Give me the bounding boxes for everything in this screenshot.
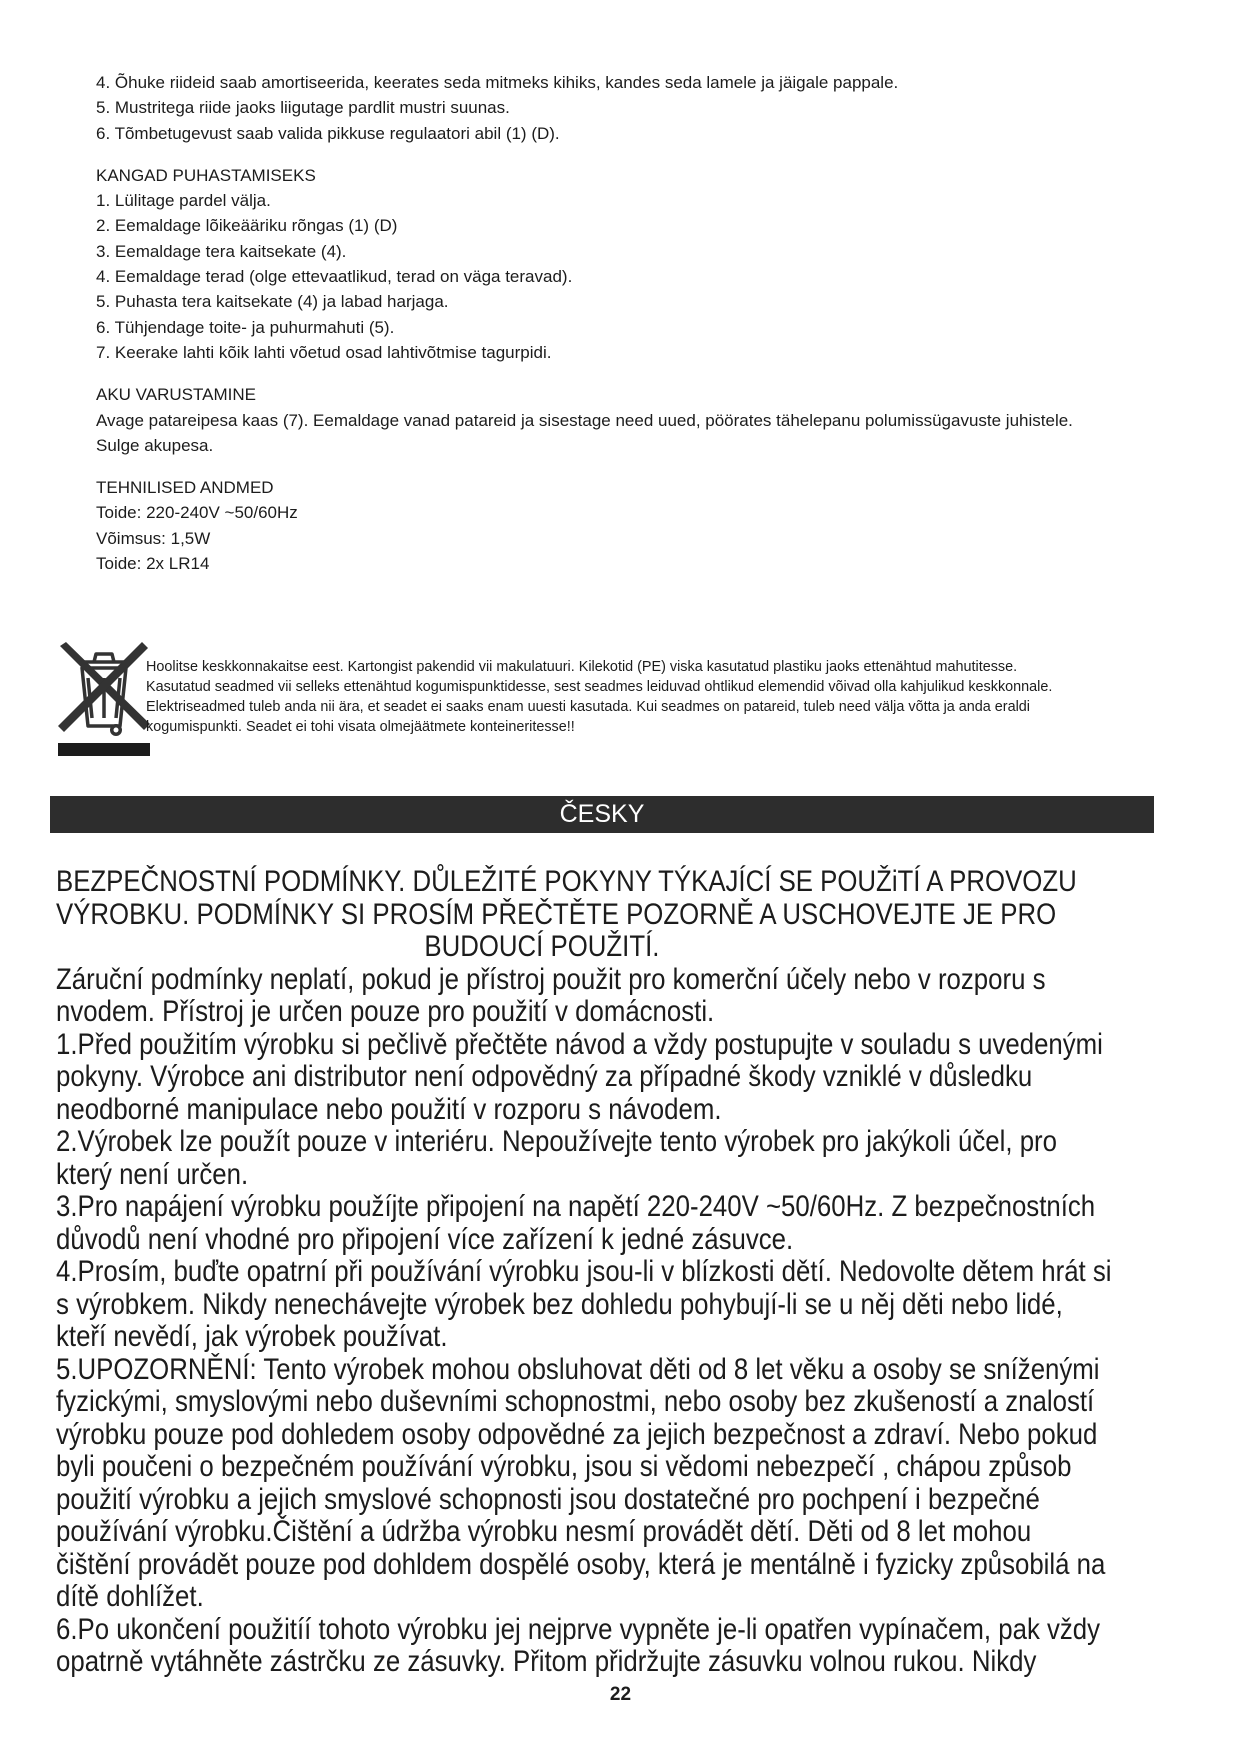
disposal-line: Elektriseadmed tuleb anda nii ära, et seadet ei saaks enam uuesti kasutada. Kui seadmes on patareid, tuleb need välja võtta ja anda eraldi bbox=[146, 699, 1030, 715]
text-line: fyzickými, smyslovými nebo duševními schopnostmi, nebo osoby bez zkušeností a znalostí bbox=[56, 1385, 1095, 1418]
page-number: 22 bbox=[609, 1684, 632, 1705]
heading-line: BUDOUCÍ POUŽITÍ. bbox=[424, 930, 660, 963]
instruction-line: 4. Õhuke riideid saab amortiseerida, keerates seda mitmeks kihiks, kandes seda lamele ja jäigale pappale. bbox=[96, 73, 899, 92]
cleaning-step: 1. Lülitage pardel välja. bbox=[96, 191, 271, 211]
spec-line: Toide: 2x LR14 bbox=[96, 554, 210, 574]
text-line: čištění provádět pouze pod dohldem dospělé osoby, která je mentálně i fyzicky způsobilá na bbox=[56, 1547, 1106, 1581]
text-line: 3.Pro napájení výrobku použíjte připojení na napětí 220-240V ~50/60Hz. Z bezpečnostních bbox=[56, 1190, 1096, 1223]
estonian-section bbox=[96, 70, 1176, 576]
battery-text: Sulge akupesa. bbox=[96, 435, 214, 455]
disposal-line: kogumispunkti. Seadet ei tohi visata olmejäätmete konteineritesse!! bbox=[146, 719, 575, 735]
text-line: dítě dohlížet. bbox=[56, 1580, 204, 1613]
text-line: použití výrobku a jejich smyslové schopnosti jsou dostatečné pro pochpení i bezpečné bbox=[56, 1482, 1040, 1516]
text-line: neodborné manipulace nebo použití v rozporu s návodem. bbox=[56, 1092, 722, 1126]
text-line: 5.UPOZORNĚNÍ: Tento výrobek mohou obsluhovat děti od 8 let věku a osoby se sníženými bbox=[56, 1352, 1100, 1386]
text-line: 1.Před použitím výrobku si pečlivě přečtěte návod a vždy postupujte v souladu s uvedenými bbox=[56, 1027, 1103, 1061]
disposal-line: Kasutatud seadmed vii selleks ettenähtud kogumispunktidesse, sest seadmes leiduvad ohtlikud elemendid võivad olla kahjulikud keskkonnale. bbox=[146, 679, 1053, 695]
weee-crossed-bin-icon bbox=[54, 640, 154, 758]
text-line: používání výrobku.Čištění a údržba výrobku nesmí provádět dětí. Děti od 8 let mohou bbox=[56, 1515, 1032, 1548]
czech-section bbox=[56, 865, 1112, 1679]
text-line: důvodů není vhodné pro připojení více zařízení k jedné zásuvce. bbox=[56, 1222, 794, 1256]
cleaning-step: 7. Keerake lahti kõik lahti võetud osad lahtivõtmise tagurpidi. bbox=[96, 342, 552, 362]
cleaning-step: 2. Eemaldage lõikeääriku rõngas (1) (D) bbox=[96, 216, 398, 236]
section-banner-czech: ČESKY bbox=[50, 796, 1154, 833]
cleaning-title: KANGAD PUHASTAMISEKS bbox=[96, 165, 316, 185]
text-line: který není určen. bbox=[56, 1157, 249, 1191]
text-line: 4.Prosím, buďte opatrní při používání výrobku jsou-li v blízkosti dětí. Nedovolte dětem hrát si bbox=[56, 1255, 1112, 1288]
battery-text: Avage patareipesa kaas (7). Eemaldage vanad patareid ja sisestage need uued, pöörates tähelepanu polumissügavuste juhistele. bbox=[96, 410, 1073, 430]
text-line: pokyny. Výrobce ani distributor není odpovědný za případné škody vzniklé v důsledku bbox=[56, 1060, 1033, 1093]
text-line: výrobku pouze pod dohledem osoby odpovědné za jejich bezpečnost a zdraví. Nebo pokud bbox=[56, 1417, 1098, 1451]
battery-title: AKU VARUSTAMINE bbox=[96, 385, 256, 405]
text-line: kteří nevědí, jak výrobek používat. bbox=[56, 1320, 448, 1353]
text-line: 6.Po ukončení použitíí tohoto výrobku jej nejprve vypněte je-li opatřen vypínačem, pak vždy bbox=[56, 1612, 1101, 1646]
disposal-line: Hoolitse keskkonnakaitse eest. Kartongist pakendid vii makulatuuri. Kilekotid (PE) viska kasutatud plastiku jaoks ettenähtud mahutitesse. bbox=[146, 659, 1018, 675]
specs-title: TEHNILISED ANDMED bbox=[96, 478, 274, 498]
spec-line: Toide: 220-240V ~50/60Hz bbox=[96, 503, 298, 523]
instruction-line: 5. Mustritega riide jaoks liigutage pardlit mustri suunas. bbox=[96, 98, 510, 118]
text-line: s výrobkem. Nikdy nenechávejte výrobek bez dohledu pohybují-li se u něj děti nebo lidé, bbox=[56, 1287, 1063, 1321]
instruction-line: 6. Tõmbetugevust saab valida pikkuse regulaatori abil (1) (D). bbox=[96, 123, 560, 143]
text-line: Záruční podmínky neplatí, pokud je přístroj použit pro komerční účely nebo v rozporu s bbox=[56, 962, 1046, 996]
cleaning-step: 3. Eemaldage tera kaitsekate (4). bbox=[96, 241, 347, 261]
safety-heading bbox=[56, 865, 1077, 964]
safety-body bbox=[56, 962, 1112, 1679]
text-line: opatrně vytáhněte zástrčku ze zásuvky. Přitom přidržujte zásuvku volnou rukou. Nikdy bbox=[56, 1645, 1037, 1678]
disposal-note bbox=[146, 657, 1166, 737]
heading-line: BEZPEČNOSTNÍ PODMÍNKY. DŮLEŽITÉ POKYNY TÝKAJÍCÍ SE POUŽiTÍ A PROVOZU bbox=[56, 865, 1077, 898]
heading-line: VÝROBKU. PODMÍNKY SI PROSÍM PŘEČTĚTE POZORNĚ A USCHOVEJTE JE PRO bbox=[56, 897, 1057, 931]
spec-line: Võimsus: 1,5W bbox=[96, 528, 211, 548]
text-line: 2.Výrobek lze použít pouze v interiéru. Nepoužívejte tento výrobek pro jakýkoli účel, pro bbox=[56, 1125, 1057, 1158]
cleaning-step: 5. Puhasta tera kaitsekate (4) ja labad harjaga. bbox=[96, 292, 449, 312]
cleaning-step: 4. Eemaldage terad (olge ettevaatlikud, terad on väga teravad). bbox=[96, 267, 573, 287]
text-line: nvodem. Přístroj je určen pouze pro použití v domácnosti. bbox=[56, 995, 715, 1028]
text-line: byli poučeni o bezpečném používání výrobku, jsou si vědomi nebezpečí , chápou způsob bbox=[56, 1450, 1072, 1483]
cleaning-step: 6. Tühjendage toite- ja puhurmahuti (5). bbox=[96, 317, 395, 337]
